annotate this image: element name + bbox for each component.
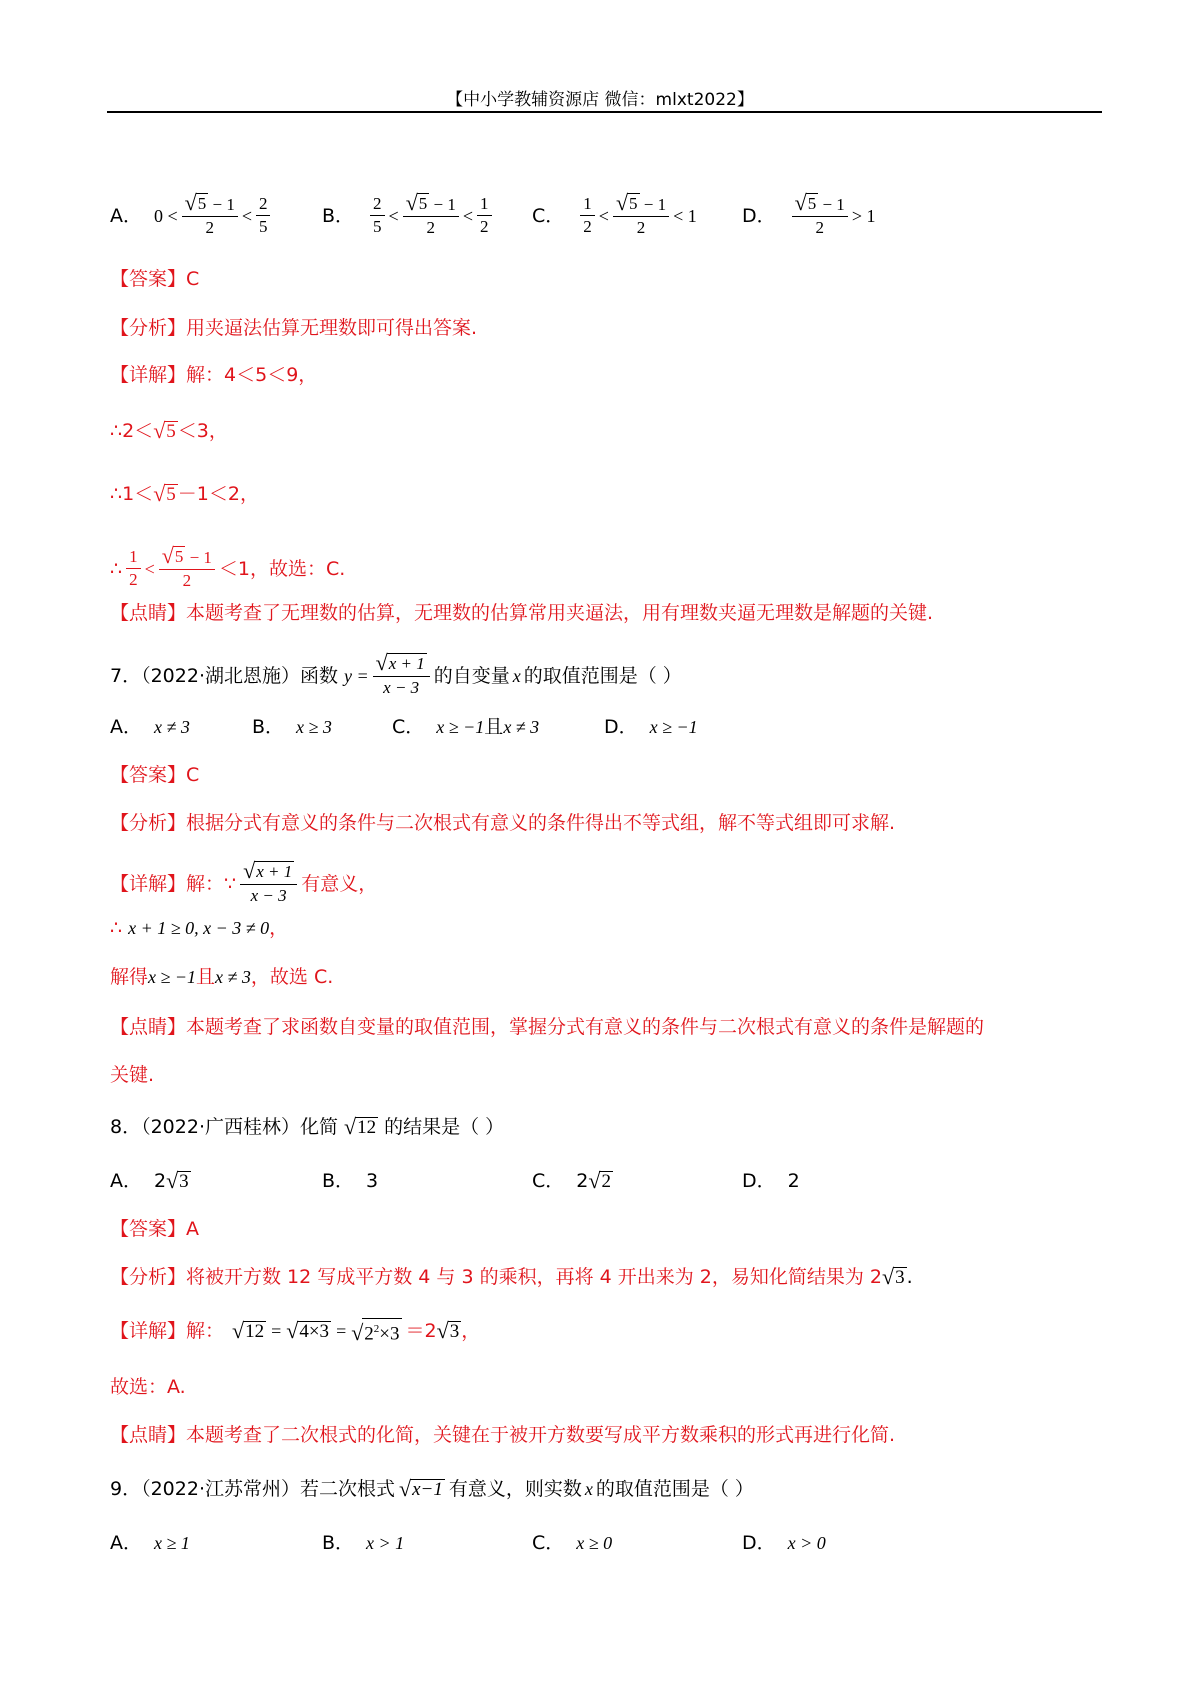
q6-step2-rad: 5	[166, 484, 176, 505]
q8-option-c-label: C．	[532, 1170, 565, 1192]
q6-c-lt1: < 1	[673, 205, 697, 226]
q6-d-den: 2	[815, 218, 824, 237]
q7-detail-label: 【详解】	[110, 872, 187, 895]
q8-detail-eq2: =	[336, 1321, 347, 1341]
q8-option-a-label: A．	[110, 1170, 142, 1192]
q6-option-b-label: B．	[322, 204, 355, 227]
q7-comment-2: 关键.	[110, 1064, 155, 1086]
q8-stem-rad: 12	[357, 1117, 377, 1138]
q8-stem-sqrt: √ 12	[343, 1114, 377, 1139]
q7-option-c-and: 且	[484, 716, 504, 738]
q8-detail-rad3-base: 2	[364, 1323, 374, 1345]
q8-option-b-value: 3	[366, 1170, 379, 1192]
q7-detail-b: 有意义，	[301, 872, 378, 895]
q6-b-frac1	[370, 193, 385, 238]
q6-d-frac: √ 5 − 1 2	[792, 192, 848, 239]
q6-b-frac3-num: 1	[477, 193, 492, 216]
q8-option-a-sqrt: √ 3	[166, 1168, 189, 1193]
q7-comment-1: 【点睛】本题考查了求函数自变量的取值范围，掌握分式有意义的条件与二次根式有意义的条件是解题的	[110, 1016, 985, 1038]
q7-stem-frac: √ x + 1 x − 3	[373, 652, 430, 699]
q6-step3-frac1	[126, 546, 141, 591]
q6-a-frac2-den: 5	[258, 217, 268, 236]
q7-stem-den: x − 3	[383, 678, 420, 697]
q9-option-d	[742, 1528, 826, 1558]
q6-a-frac2	[256, 193, 271, 238]
q7-option-d	[604, 712, 698, 742]
q7-stem-b: 的自变量	[433, 664, 510, 687]
q7-option-a-value: x ≠ 3	[154, 717, 190, 737]
q6-step2	[110, 479, 259, 509]
q6-c-frac2: √ 5 − 1 2	[613, 192, 669, 239]
q6-step2-a: 1＜	[122, 483, 154, 505]
q6-a-m1: − 1	[208, 195, 235, 214]
q6-b-lt2: <	[462, 205, 474, 226]
q9-option-a-label: A．	[110, 1532, 142, 1554]
q9-option-c	[532, 1528, 612, 1558]
q6-option-c-label: C．	[532, 204, 565, 227]
q8-select: 故选：A.	[110, 1376, 186, 1398]
q7-solve-c: 且	[196, 966, 216, 988]
q6-b-frac1-num: 2	[370, 193, 385, 216]
q6-option-d-label: D．	[742, 204, 776, 227]
q7-detail-den: x − 3	[250, 886, 287, 905]
q7-detail-frac: √ x + 1 x − 3	[240, 860, 297, 907]
q9-option-a	[110, 1528, 190, 1558]
q6-step2-b: －1＜2，	[177, 483, 259, 505]
q9-option-c-value: x ≥ 0	[576, 1533, 613, 1553]
q7-detail-a: 解：∵	[186, 872, 237, 895]
q6-c-frac1-num: 1	[580, 193, 595, 216]
q7-option-c-value1: x ≥ −1	[436, 717, 485, 737]
q8-detail-end: ，	[461, 1320, 481, 1342]
q6-c-den: 2	[636, 218, 646, 237]
q8-option-d	[742, 1166, 800, 1196]
q7-solve-a: 解得	[110, 966, 149, 988]
q7-option-a	[110, 712, 190, 742]
q8-option-a-rad: 3	[179, 1171, 189, 1192]
q8-detail-rad4: 3	[449, 1321, 460, 1342]
q6-step3-f1-num: 1	[126, 546, 141, 569]
q6-option-d	[742, 192, 875, 239]
q6-step3-m1: − 1	[185, 548, 212, 567]
q7-option-c-value2: x ≠ 3	[503, 717, 540, 737]
q6-a-rad: 5	[197, 194, 207, 213]
q6-step1-rad: 5	[166, 421, 176, 442]
q8-option-d-label: D．	[742, 1170, 776, 1192]
q6-step2-therefore: ∴	[110, 483, 123, 505]
q8-stem	[110, 1112, 504, 1142]
q9-stem-rad: x−1	[412, 1479, 443, 1500]
q7-option-c	[392, 712, 539, 742]
q7-option-d-value: x ≥ −1	[649, 717, 698, 737]
q6-a-frac1: √ 5 − 1 2	[182, 192, 238, 239]
q8-detail-sqrt3: √ $2^2\times 3$	[351, 1318, 401, 1344]
q8-analysis-a: 【分析】将被开方数 12 写成平方数 4 与 3 的乘积，再将 4 开出来为 2，易知化简结果为 2	[110, 1266, 883, 1288]
q8-analysis-rad: 3	[895, 1267, 905, 1288]
q8-stem-b: 的结果是（ ）	[384, 1116, 505, 1138]
q8-detail-sqrt4: √ 3	[436, 1318, 460, 1343]
q6-b-frac3	[477, 193, 492, 238]
q9-option-d-label: D．	[742, 1532, 776, 1554]
q6-answer: 【答案】C	[110, 268, 200, 290]
q7-answer: 【答案】C	[110, 764, 200, 786]
q7-option-d-label: D．	[604, 716, 638, 738]
q8-detail-sqrt2: √ 4×3	[286, 1318, 330, 1343]
q8-detail-rad1: 12	[245, 1321, 265, 1342]
q8-detail-rad2: 4×3	[299, 1321, 330, 1342]
q6-c-lt: <	[598, 205, 609, 226]
q9-stem-b: 有意义，则实数	[448, 1478, 582, 1500]
q6-step3-b: ＜1，故选：C.	[218, 557, 346, 580]
q6-detail-label: 【详解】	[110, 364, 187, 386]
q9-option-d-value: x > 0	[787, 1533, 826, 1553]
header-rule	[107, 111, 1102, 113]
q8-option-d-value: 2	[787, 1170, 800, 1192]
q6-a-frac2-num: 2	[256, 193, 271, 216]
q8-detail-label: 【详解】	[110, 1320, 187, 1342]
q8-detail-rad3-exp: 2	[373, 1322, 380, 1335]
q8-detail	[110, 1316, 480, 1346]
q9-stem-a: 9．（2022·江苏常州）若二次根式	[110, 1478, 395, 1500]
q8-option-b-label: B．	[322, 1170, 355, 1192]
q8-detail-eq1: =	[271, 1321, 282, 1341]
page-header: 【中小学教辅资源店 微信：mlxt2022】	[446, 90, 754, 110]
q6-a-lt: <	[241, 205, 252, 226]
q9-option-b-label: B．	[322, 1532, 355, 1554]
q7-option-a-label: A．	[110, 716, 142, 738]
q8-analysis	[110, 1262, 913, 1292]
q6-b-frac2: √ 5 − 1 2	[403, 192, 459, 239]
q6-step3-den: 2	[182, 571, 192, 590]
q6-step1-therefore: ∴	[110, 420, 123, 442]
q8-stem-a: 8．（2022·广西桂林）化简	[110, 1116, 338, 1138]
q9-stem-sqrt: √ x−1	[398, 1476, 443, 1501]
q6-d-gt1: > 1	[851, 205, 876, 226]
q6-step1-b: ＜3，	[177, 420, 228, 442]
q8-option-a-coef: 2	[154, 1170, 167, 1192]
q6-step1-sqrt: √ 5	[153, 418, 176, 443]
q6-option-c	[532, 192, 697, 239]
q7-option-b-label: B．	[252, 716, 285, 738]
q7-solve-b: x ≥ −1	[148, 967, 197, 987]
q8-option-c	[532, 1166, 613, 1196]
q8-option-a	[110, 1166, 191, 1196]
q7-stem-x: x	[512, 665, 521, 686]
q8-answer: 【答案】A	[110, 1218, 199, 1240]
q7-stem-y: y =	[343, 665, 369, 686]
q6-option-a-label: A．	[110, 204, 142, 227]
q7-option-c-label: C．	[392, 716, 425, 738]
q9-option-b-value: x > 1	[366, 1533, 405, 1553]
q7-option-b	[252, 712, 332, 742]
q8-detail-rad3-rest: ×3	[379, 1323, 400, 1345]
q6-c-rad: 5	[629, 194, 638, 213]
q9-stem-c: 的取值范围是（ ）	[595, 1478, 754, 1500]
q9-stem	[110, 1474, 754, 1504]
q7-cond-math: x + 1 ≥ 0, x − 3 ≠ 0	[128, 918, 270, 938]
q6-detail-text: 解：4＜5＜9，	[186, 364, 318, 386]
q6-b-lt1: <	[388, 205, 399, 226]
q8-analysis-sqrt: √ 3	[882, 1264, 905, 1289]
q8-analysis-b: .	[906, 1266, 913, 1288]
q6-a-zero: 0 <	[154, 205, 178, 226]
q6-step3-frac2: √ 5 − 1 2	[159, 545, 215, 592]
q6-comment: 【点睛】本题考查了无理数的估算，无理数的估算常用夹逼法，用有理数夹逼无理数是解题的关键.	[110, 602, 934, 624]
q6-d-m1: − 1	[818, 195, 845, 214]
q6-analysis: 【分析】用夹逼法估算无理数即可得出答案.	[110, 317, 478, 339]
q8-option-b	[322, 1166, 378, 1196]
q7-option-b-value: x ≥ 3	[296, 717, 332, 737]
q8-option-c-rad: 2	[601, 1171, 611, 1192]
q7-detail-rad: x + 1	[256, 862, 293, 881]
q7-cond	[110, 913, 288, 943]
q6-step3	[110, 545, 345, 592]
q7-stem	[110, 652, 682, 699]
q6-step3-rad: 5	[174, 547, 184, 566]
q9-option-c-label: C．	[532, 1532, 565, 1554]
q6-c-frac1	[580, 193, 595, 238]
q6-a-den: 2	[205, 218, 214, 237]
q6-b-rad: 5	[418, 194, 428, 213]
q9-stem-x: x	[584, 1479, 593, 1499]
q6-step1	[110, 416, 228, 446]
q8-option-c-sqrt: √ 2	[588, 1168, 611, 1193]
q6-c-m1: − 1	[639, 195, 667, 214]
q9-option-b	[322, 1528, 404, 1558]
q8-detail-a: 解：	[186, 1320, 225, 1342]
q6-step3-therefore: ∴	[110, 557, 123, 580]
q6-step1-a: 2＜	[122, 420, 154, 442]
q7-cond-end: ，	[269, 917, 289, 939]
q8-detail-red-eq: ＝2	[405, 1320, 437, 1342]
q6-b-den: 2	[426, 218, 436, 237]
q8-option-c-coef: 2	[576, 1170, 589, 1192]
q6-b-frac3-den: 2	[480, 217, 489, 236]
q6-option-a	[110, 192, 274, 239]
q7-solve	[110, 962, 333, 992]
q8-detail-sqrt1: √ 12	[232, 1318, 265, 1343]
q7-solve-d: x ≠ 3	[215, 967, 251, 987]
q6-d-rad: 5	[807, 194, 817, 213]
q7-detail	[110, 860, 377, 907]
q9-option-a-value: x ≥ 1	[154, 1533, 190, 1553]
q7-cond-therefore: ∴	[110, 917, 123, 939]
q7-solve-e: ，故选 C.	[250, 966, 334, 988]
q7-analysis: 【分析】根据分式有意义的条件与二次根式有意义的条件得出不等式组，解不等式组即可求解.	[110, 812, 896, 834]
q6-detail	[110, 360, 317, 390]
q6-step2-sqrt: √ 5	[153, 481, 176, 506]
q6-option-b	[322, 192, 496, 239]
q6-b-frac1-den: 5	[373, 217, 382, 236]
q6-step3-lt: <	[144, 558, 155, 579]
q7-stem-rad: x + 1	[388, 654, 425, 673]
q7-stem-c: 的取值范围是（ ）	[523, 664, 682, 687]
q8-comment: 【点睛】本题考查了二次根式的化简，关键在于被开方数要写成平方数乘积的形式再进行化简.	[110, 1424, 896, 1446]
q6-step3-f1-den: 2	[129, 570, 138, 589]
q7-stem-a: 7．（2022·湖北恩施）函数	[110, 664, 338, 687]
q6-c-frac1-den: 2	[583, 217, 592, 236]
q6-b-m1: − 1	[429, 195, 456, 214]
